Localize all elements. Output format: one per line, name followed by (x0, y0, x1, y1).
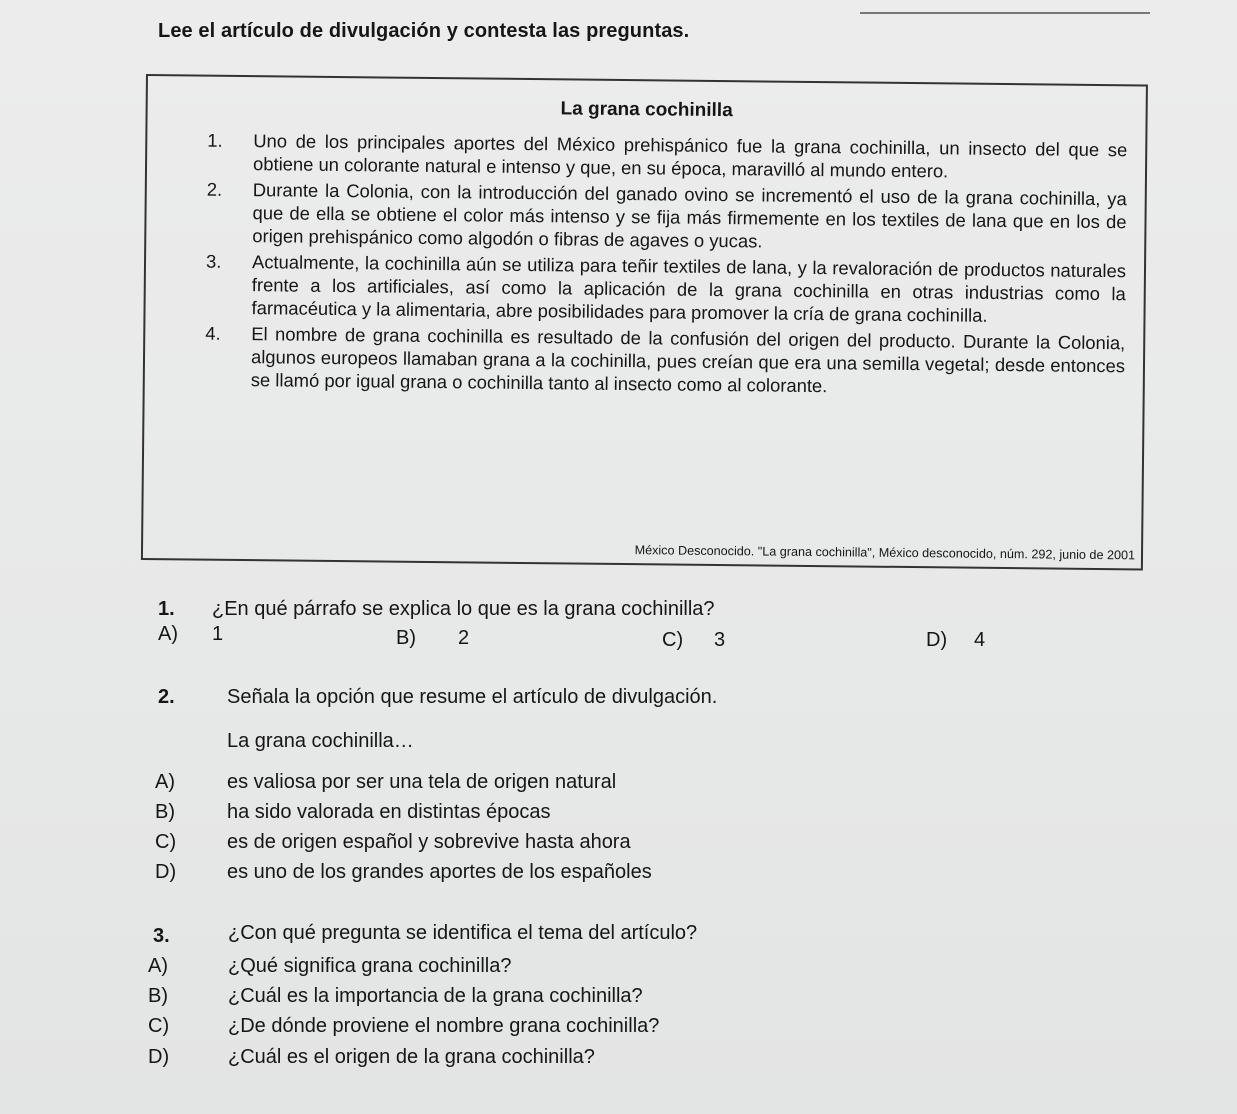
option-b[interactable] (148, 985, 643, 1008)
option-text: ha sido valorada en distintas épocas (227, 801, 551, 823)
question-number: 2. (158, 686, 175, 708)
option-letter: B) (396, 627, 416, 649)
article-title: La grana cochinilla (560, 98, 733, 122)
option-letter: A) (148, 955, 168, 977)
option-text: 2 (458, 627, 470, 649)
question-number: 1. (158, 598, 175, 620)
option-a[interactable] (158, 623, 223, 646)
option-letter: B) (155, 801, 175, 823)
question-text: ¿Con qué pregunta se identifica el tema del artículo? (228, 922, 698, 944)
question-text: Señala la opción que resume el artículo de divulgación. (227, 686, 718, 708)
option-text: es uno de los grandes aportes de los españoles (227, 861, 652, 883)
option-letter: B) (148, 985, 168, 1007)
option-c[interactable] (662, 629, 725, 652)
option-c[interactable] (148, 1015, 659, 1038)
option-letter: C) (662, 629, 684, 651)
option-c[interactable] (155, 831, 631, 854)
option-d[interactable] (148, 1046, 595, 1069)
article-paragraph (207, 129, 1127, 185)
instruction-heading: Lee el artículo de divulgación y contesta las preguntas. (158, 20, 690, 42)
article-paragraph (206, 178, 1127, 257)
option-letter: A) (155, 771, 175, 793)
paragraph-text: Uno de los principales aportes del México prehispánico fue la grana cochinilla, un insecto del que se obtiene un colorante natural e intenso y que, en su época, maravilló al mundo entero. (252, 130, 1128, 182)
paragraph-text: El nombre de grana cochinilla es resultado de la confusión del origen del producto. Durante la Colonia, algunos europeos llamaban grana a la cochinilla, pues creían que era una semilla vegetal; desde entonces se llamó por igual grana o cochinilla tanto al insecto como al colorante. (250, 323, 1126, 397)
article-paragraphs (205, 129, 1128, 404)
option-text: ¿De dónde proviene el nombre grana cochinilla? (228, 1015, 660, 1037)
question-number: 3. (153, 925, 170, 947)
option-letter: C) (155, 831, 177, 853)
option-text: ¿Cuál es la importancia de la grana cochinilla? (228, 985, 643, 1007)
option-b[interactable] (155, 801, 551, 824)
paragraph-text: Actualmente, la cochinilla aún se utiliza para teñir textiles de lana, y la revaloración de productos naturales frente a los artificiales, así como la aplicación de la grana cochinilla en otras industrias como la farmacéutica y la alimentaria, abre posibilidades para promover la cría de grana cochinilla. (251, 251, 1127, 326)
option-a[interactable] (155, 771, 616, 794)
option-d[interactable] (155, 861, 652, 884)
option-text: ¿Cuál es el origen de la grana cochinilla? (228, 1046, 595, 1068)
paragraph-number: 2. (206, 178, 223, 200)
top-rule (860, 12, 1150, 14)
article-paragraph (205, 250, 1126, 329)
question-stem: La grana cochinilla… (227, 730, 414, 752)
option-b[interactable] (396, 627, 469, 650)
option-letter: A) (158, 623, 178, 645)
paragraph-number: 3. (205, 250, 222, 272)
option-text: es valiosa por ser una tela de origen natural (227, 771, 617, 793)
option-text: 4 (974, 629, 986, 651)
option-text: ¿Qué significa grana cochinilla? (228, 955, 512, 977)
article-box (141, 74, 1148, 570)
option-text: 3 (714, 629, 726, 651)
option-letter: C) (148, 1015, 170, 1037)
option-text: es de origen español y sobrevive hasta ahora (227, 831, 631, 853)
article-source-citation: México Desconocido. "La grana cochinilla", México desconocido, núm. 292, junio de 2001 (634, 543, 1136, 563)
paragraph-number: 4. (205, 322, 221, 344)
option-letter: D) (926, 629, 948, 651)
question-text: ¿En qué párrafo se explica lo que es la grana cochinilla? (212, 598, 715, 620)
option-letter: D) (155, 861, 177, 883)
option-letter: D) (148, 1046, 170, 1068)
option-d[interactable] (926, 629, 985, 652)
option-a[interactable] (148, 955, 512, 978)
article-paragraph (205, 322, 1126, 401)
paragraph-number: 1. (207, 129, 223, 151)
option-text: 1 (212, 623, 224, 645)
paragraph-text: Durante la Colonia, con la introducción del ganado ovino se incrementó el uso de la grana cochinilla, ya que de ella se obtiene el color más intenso y se fija más firmemente en los textiles de lana que en los de origen prehispánico como algodón o fibras de agaves o yucas. (252, 179, 1127, 252)
